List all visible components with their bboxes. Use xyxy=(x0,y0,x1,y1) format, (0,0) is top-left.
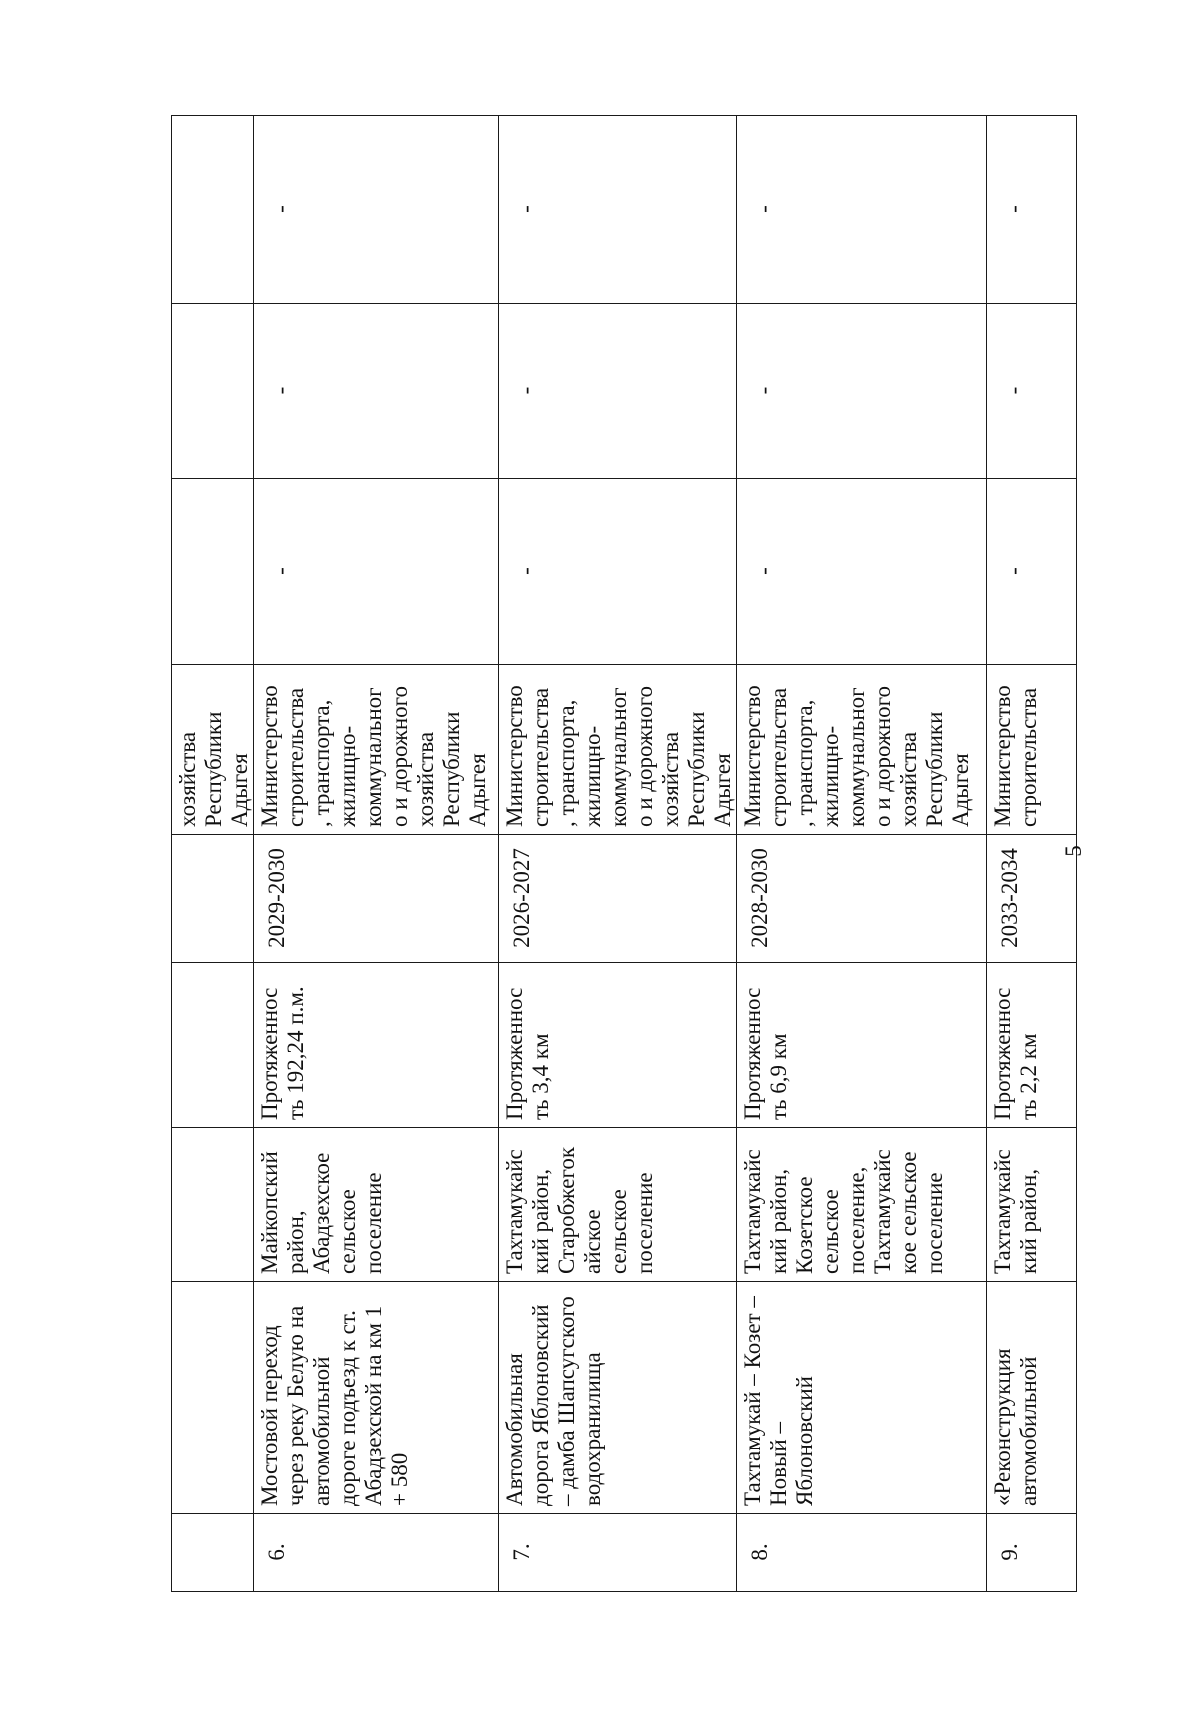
projects-table xyxy=(171,115,1077,1592)
object-location: Тахтамукайс кий район, Козетское сельское поселение, Тахтамукайс кое сельское поселение xyxy=(737,1128,987,1282)
responsible-cell: хозяйства Республики Адыгея xyxy=(172,665,254,835)
dash-value: - xyxy=(987,304,1077,479)
object-characteristics: Протяженнос ть 6,9 км xyxy=(737,963,987,1128)
implementation-years: 2033-2034 xyxy=(987,835,1077,963)
page-number: 5 xyxy=(1060,845,1086,857)
dash-value: - xyxy=(987,116,1077,304)
object-characteristics: Протяженнос ть 2,2 км xyxy=(987,963,1077,1128)
dash-value: - xyxy=(499,479,737,665)
dash-value: - xyxy=(254,479,499,665)
dash-value: - xyxy=(499,116,737,304)
dash-value: - xyxy=(737,479,987,665)
row-number: 7. xyxy=(499,1514,737,1592)
implementation-years: 2028-2030 xyxy=(737,835,987,963)
implementation-years: 2026-2027 xyxy=(499,835,737,963)
responsible-authority: Министерство строительства , транспорта, жилищно- коммунальног о и дорожного хозяйства Республики Адыгея xyxy=(499,665,737,835)
object-characteristics: Протяженнос ть 3,4 км xyxy=(499,963,737,1128)
object-location: Тахтамукайс кий район, Старобжегок айское сельское поселение xyxy=(499,1128,737,1282)
table-row xyxy=(737,116,987,1592)
table-row xyxy=(499,116,737,1592)
dash-value: - xyxy=(987,479,1077,665)
object-name: Мостовой переход через реку Белую на автомобильной дороге подъезд к ст. Абадзехской на км 1 + 580 xyxy=(254,1282,499,1514)
dash-value: - xyxy=(254,304,499,479)
implementation-years: 2029-2030 xyxy=(254,835,499,963)
object-location: Тахтамукайс кий район, xyxy=(987,1128,1077,1282)
row-number: 8. xyxy=(737,1514,987,1592)
responsible-authority: Министерство строительства , транспорта, жилищно- коммунальног о и дорожного хозяйства Республики Адыгея xyxy=(737,665,987,835)
object-name: Тахтамукай – Козет – Новый – Яблоновский xyxy=(737,1282,987,1514)
dash-value: - xyxy=(737,116,987,304)
object-location: Майкопский район, Абадзехское сельское поселение xyxy=(254,1128,499,1282)
dash-value: - xyxy=(737,304,987,479)
dash-value: - xyxy=(499,304,737,479)
object-name: Автомобильная дорога Яблоновский – дамба Шапсугского водохранилища xyxy=(499,1282,737,1514)
row-number: 6. xyxy=(254,1514,499,1592)
rotated-table-page xyxy=(171,116,1064,1592)
object-characteristics: Протяженнос ть 192,24 п.м. xyxy=(254,963,499,1128)
dash-value: - xyxy=(254,116,499,304)
object-name: «Реконструкция автомобильной xyxy=(987,1282,1077,1514)
table-row-header-remnant xyxy=(172,116,254,1592)
row-number: 9. xyxy=(987,1514,1077,1592)
responsible-authority: Министерство строительства xyxy=(987,665,1077,835)
table-row xyxy=(254,116,499,1592)
responsible-authority: Министерство строительства , транспорта, жилищно- коммунальног о и дорожного хозяйства Республики Адыгея xyxy=(254,665,499,835)
